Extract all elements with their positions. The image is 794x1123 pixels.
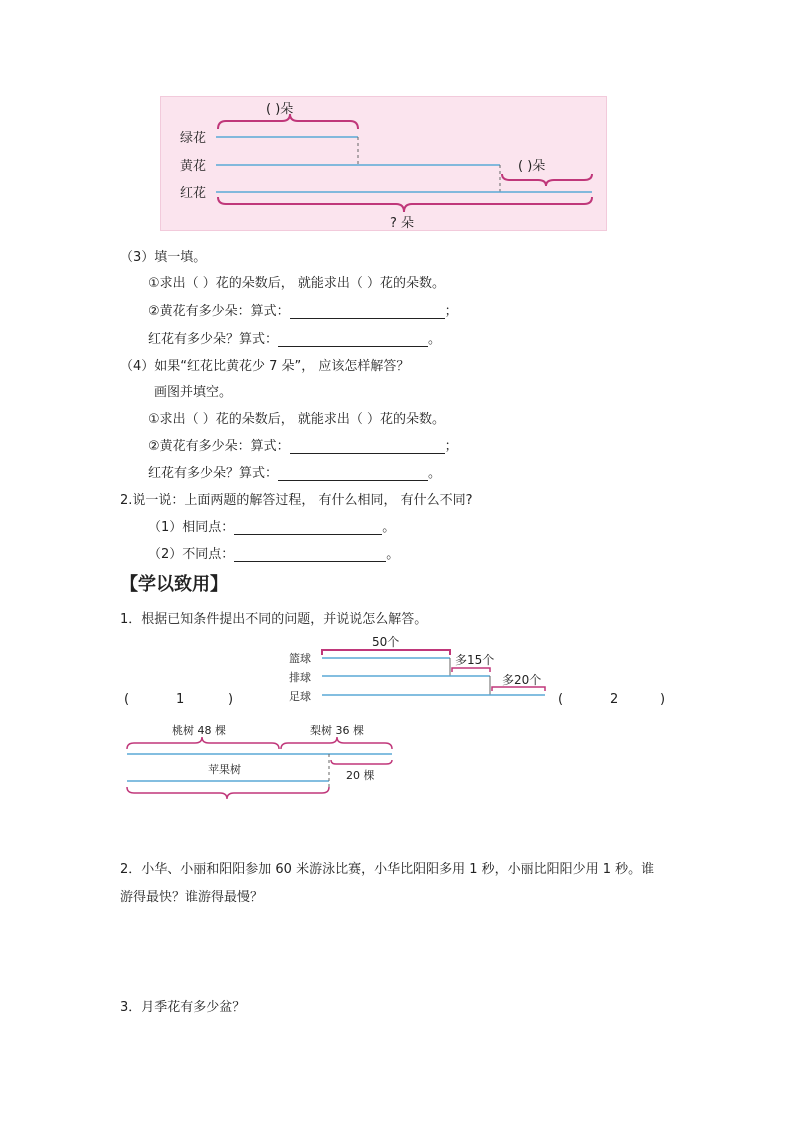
difference-prefix: （2）不同点： bbox=[148, 547, 235, 562]
part3-q3-prefix: 红花有多少朵？算式： bbox=[148, 332, 279, 347]
part3-q2-prefix: ②黄花有多少朵：算式： bbox=[148, 304, 290, 319]
row-label-volleyball: 排球 bbox=[289, 671, 311, 684]
exercise2-line2: 游得最快？谁游得最慢？ bbox=[120, 890, 264, 905]
part4-subtitle: 画图并填空。 bbox=[154, 385, 233, 400]
label-1-close: ) bbox=[228, 692, 234, 707]
part3-title: （3）填一填。 bbox=[120, 250, 207, 265]
row-label-yellow: 黄花 bbox=[180, 159, 207, 174]
part3-q1: ①求出（ ）花的朵数后， 就能求出（ ）花的朵数。 bbox=[148, 276, 446, 291]
row-label-basketball: 篮球 bbox=[289, 652, 311, 665]
peach-tree-label: 桃树 48 棵 bbox=[172, 724, 226, 737]
part4-title: （4）如果“红花比黄花少 7 朵”， 应该怎样解答？ bbox=[120, 359, 410, 374]
part4-q1: ①求出（ ）花的朵数后， 就能求出（ ）花的朵数。 bbox=[148, 412, 446, 427]
apple-tree-label: 苹果树 bbox=[208, 763, 241, 776]
pear-tree-label: 梨树 36 棵 bbox=[310, 724, 364, 737]
similarity-prefix: （1）相同点： bbox=[148, 520, 235, 535]
row-label-green: 绿花 bbox=[180, 131, 207, 146]
row-label-football: 足球 bbox=[289, 690, 311, 703]
difference-suffix: 。 bbox=[386, 547, 400, 562]
exercise2-line1: 2．小华、小丽和阳阳参加 60 米游泳比赛，小华比阳阳多用 1 秒，小丽比阳阳少用 1 秒。谁 bbox=[120, 862, 655, 877]
label-1-number: 1 bbox=[176, 692, 185, 707]
part4-q3-suffix: 。 bbox=[428, 466, 442, 481]
part3-q3-suffix: 。 bbox=[428, 332, 442, 347]
row-label-red: 红花 bbox=[180, 186, 207, 201]
right-count-label: ( )朵 bbox=[518, 159, 546, 174]
difference-20-label: 20 棵 bbox=[346, 769, 375, 782]
section-heading: 【学以致用】 bbox=[120, 574, 228, 595]
exercise3-text: 3．月季花有多少盆？ bbox=[120, 1000, 246, 1015]
label-2-number: 2 bbox=[610, 692, 619, 707]
more-20-label: 多20个 bbox=[502, 673, 542, 687]
part4-q3-prefix: 红花有多少朵？算式： bbox=[148, 466, 279, 481]
basketball-count-label: 50个 bbox=[372, 635, 400, 649]
label-2-close: ) bbox=[660, 692, 666, 707]
exercise1-text: 1．根据已知条件提出不同的问题，并说说怎么解答。 bbox=[120, 612, 428, 627]
part4-q2-suffix: ； bbox=[444, 439, 458, 454]
part4-q2-prefix: ②黄花有多少朵：算式： bbox=[148, 439, 290, 454]
top-count-label: ( )朵 bbox=[266, 102, 294, 117]
part3-q2-suffix: ； bbox=[444, 304, 458, 319]
label-2-open: ( bbox=[558, 692, 564, 707]
more-15-label: 多15个 bbox=[455, 653, 495, 667]
label-1-open: ( bbox=[124, 692, 130, 707]
section2-title: 2.说一说：上面两题的解答过程， 有什么相同， 有什么不同? bbox=[120, 493, 473, 508]
similarity-suffix: 。 bbox=[382, 520, 396, 535]
total-count-label: ? 朵 bbox=[390, 216, 415, 231]
